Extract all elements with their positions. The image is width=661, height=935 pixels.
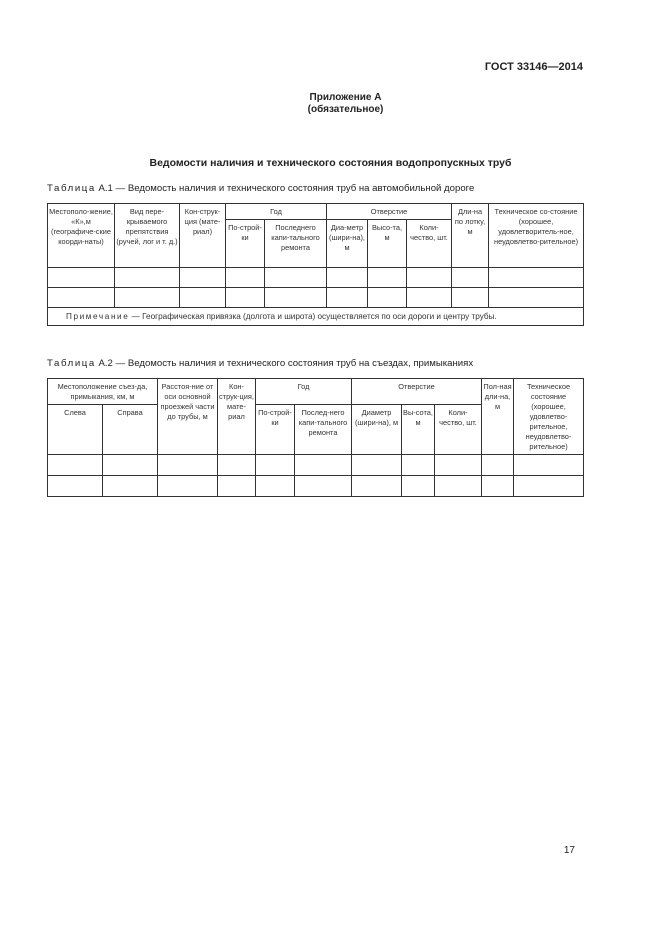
- table-cell: [115, 268, 180, 288]
- table-cell: [489, 268, 584, 288]
- table-cell: [158, 476, 218, 497]
- table1-note-text: — Географическая привязка (долгота и широта) осуществляется по оси дороги и центру трубы.: [129, 312, 497, 321]
- table2-header-year-repair: Послед-него капи-тального ремонта: [295, 405, 352, 455]
- table-cell: [218, 455, 256, 476]
- table-cell: [452, 288, 489, 308]
- table-cell: [218, 476, 256, 497]
- table1-header-opening: Отверстие: [327, 204, 452, 220]
- table2-header-year: Год: [256, 379, 352, 405]
- table-cell: [265, 288, 327, 308]
- table1-header-height: Высо-та, м: [368, 220, 407, 268]
- table-cell: [226, 288, 265, 308]
- table1-note-label: Примечание: [66, 312, 130, 321]
- table1-caption-text: А.1 — Ведомость наличия и технического состояния труб на автомобильной дороге: [95, 183, 475, 194]
- table2-header-condition: Техническое состояние (хорошее, удовлетво-рительное, неудовлетво-рительное): [514, 379, 584, 455]
- table-cell: [48, 288, 115, 308]
- table-cell: [180, 288, 226, 308]
- table-cell: [482, 476, 514, 497]
- table-cell: [115, 288, 180, 308]
- table-cell: [158, 455, 218, 476]
- table2-header-left: Слева: [48, 405, 103, 455]
- table-cell: [352, 476, 402, 497]
- table2-header-distance: Расстоя-ние от оси основной проезжей части до трубы, м: [158, 379, 218, 455]
- table-cell: [48, 455, 103, 476]
- table1-header-year-repair: Последнего капи-тального ремонта: [265, 220, 327, 268]
- table-cell: [514, 476, 584, 497]
- table1-header-location: Местополо-жение, «К»,м (географиче-ские коорди-наты): [48, 204, 115, 268]
- table2-header-construction: Кон-струк-ция, мате-риал: [218, 379, 256, 455]
- table-cell: [103, 455, 158, 476]
- table-row: [48, 455, 584, 476]
- table1-caption: [47, 183, 474, 194]
- table-cell: [48, 268, 115, 288]
- table-cell: [514, 455, 584, 476]
- table-cell: [256, 476, 295, 497]
- table2: [47, 378, 584, 497]
- table2-header-length: Пол-ная дли-на, м: [482, 379, 514, 455]
- table-cell: [295, 476, 352, 497]
- table-cell: [452, 268, 489, 288]
- table1-header-construction: Кон-струк-ция (мате-риал): [180, 204, 226, 268]
- appendix-heading: [0, 92, 661, 116]
- table1-header-obstacle: Вид пере-крываемого препятствия (ручей, лог и т. д.): [115, 204, 180, 268]
- table2-caption: [47, 358, 473, 369]
- table2-header-right: Справа: [103, 405, 158, 455]
- table1-header-year: Год: [226, 204, 327, 220]
- table-cell: [482, 455, 514, 476]
- table1-header-diameter: Диа-метр (шири-на), м: [327, 220, 368, 268]
- table-cell: [256, 455, 295, 476]
- table-cell: [407, 288, 452, 308]
- table-cell: [103, 476, 158, 497]
- table-row: [48, 288, 584, 308]
- appendix-status: (обязательное): [307, 104, 384, 115]
- table-cell: [265, 268, 327, 288]
- table2-header-height: Вы-сота, м: [402, 405, 435, 455]
- table-cell: [407, 268, 452, 288]
- table-cell: [327, 268, 368, 288]
- appendix-title: Приложение А: [309, 92, 382, 103]
- table-cell: [48, 476, 103, 497]
- table-cell: [402, 455, 435, 476]
- table-cell: [368, 288, 407, 308]
- table2-header-year-built: По-строй-ки: [256, 405, 295, 455]
- table-cell: [435, 455, 482, 476]
- table1-header-count: Коли-чество, шт.: [407, 220, 452, 268]
- table1-caption-label: Таблица: [47, 183, 96, 194]
- page-number: 17: [563, 845, 575, 856]
- table-cell: [368, 268, 407, 288]
- document-code: ГОСТ 33146—2014: [484, 61, 583, 73]
- table2-header-count: Коли-чество, шт.: [435, 405, 482, 455]
- table1-header-length: Дли-на по лотку, м: [452, 204, 489, 268]
- table-cell: [226, 268, 265, 288]
- table-row: [48, 268, 584, 288]
- table1-header-year-built: По-строй-ки: [226, 220, 265, 268]
- table2-header-diameter: Диаметр (шири-на), м: [352, 405, 402, 455]
- table2-caption-text: А.2 — Ведомость наличия и технического состояния труб на съездах, примыканиях: [95, 358, 474, 369]
- table-cell: [295, 455, 352, 476]
- table-cell: [180, 268, 226, 288]
- table2-header-location: Местоположение съез-да, примыкания, км, м: [48, 379, 158, 405]
- table1-note: [48, 308, 584, 326]
- table2-caption-label: Таблица: [47, 358, 96, 369]
- table-row: [48, 476, 584, 497]
- table1-header-condition: Техническое со-стояние (хорошее, удовлетворитель-ное, неудовлетво-рительное): [489, 204, 584, 268]
- table-cell: [435, 476, 482, 497]
- table-cell: [489, 288, 584, 308]
- table-cell: [402, 476, 435, 497]
- table-cell: [327, 288, 368, 308]
- table-cell: [352, 455, 402, 476]
- table1: [47, 203, 584, 326]
- section-title: Ведомости наличия и технического состояния водопропускных труб: [149, 157, 512, 169]
- table2-header-opening: Отверстие: [352, 379, 482, 405]
